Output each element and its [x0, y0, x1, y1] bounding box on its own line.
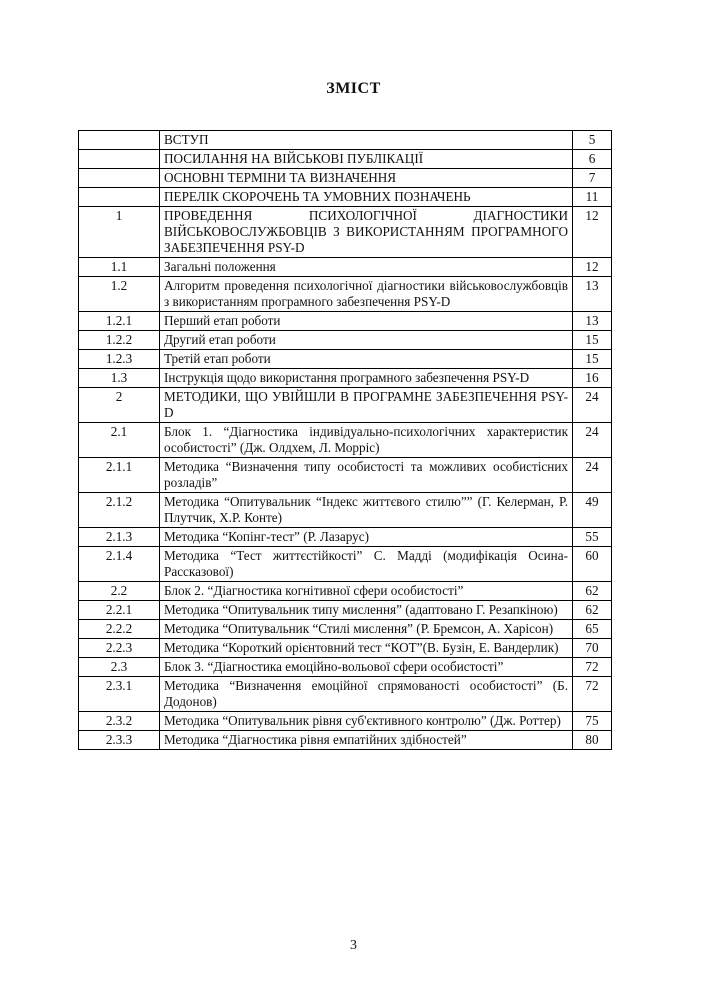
table-row [79, 712, 612, 731]
toc-entry-title: Методика “Опитувальник рівня суб'єктивного контролю” (Дж. Роттер) [160, 712, 573, 731]
toc-page-number: 70 [573, 639, 612, 658]
toc-entry-title: МЕТОДИКИ, ЩО УВІЙШЛИ В ПРОГРАМНЕ ЗАБЕЗПЕЧЕННЯ PSY-D [160, 388, 573, 423]
table-row [79, 131, 612, 150]
toc-entry-title: Інструкція щодо використання програмного забезпечення PSY-D [160, 369, 573, 388]
toc-entry-title: Загальні положення [160, 258, 573, 277]
toc-entry-title: Методика “Тест життєстійкості” С. Мадді (модифікація Осина-Рассказової) [160, 547, 573, 582]
page-number: 3 [350, 938, 357, 953]
toc-page-number: 62 [573, 601, 612, 620]
toc-page-number: 75 [573, 712, 612, 731]
toc-page-number: 55 [573, 528, 612, 547]
toc-page-number: 24 [573, 388, 612, 423]
toc-entry-title: Методика “Короткий орієнтовний тест “КОТ”(В. Бузін, Е. Вандерлик) [160, 639, 573, 658]
toc-entry-title: Методика “Визначення типу особистості та можливих особистісних розладів” [160, 458, 573, 493]
toc-section-number: 1.1 [79, 258, 160, 277]
toc-section-number: 1.2.1 [79, 312, 160, 331]
toc-page-number: 72 [573, 658, 612, 677]
toc-section-number: 2 [79, 388, 160, 423]
table-row [79, 369, 612, 388]
table-row [79, 312, 612, 331]
toc-entry-title: Методика “Копінг-тест” (Р. Лазарус) [160, 528, 573, 547]
toc-section-number: 2.1.1 [79, 458, 160, 493]
toc-page-number: 49 [573, 493, 612, 528]
toc-section-number: 2.3.1 [79, 677, 160, 712]
toc-section-number: 1.2.2 [79, 331, 160, 350]
toc-page-number: 60 [573, 547, 612, 582]
table-row [79, 188, 612, 207]
table-row [79, 458, 612, 493]
toc-section-number: 1 [79, 207, 160, 258]
toc-entry-title: Алгоритм проведення психологічної діагностики військовослужбовців з використанням програмного забезпечення PSY-D [160, 277, 573, 312]
toc-entry-title: Методика “Опитувальник “Індекс життєвого стилю”” (Г. Келерман, Р. Плутчик, Х.Р. Конте) [160, 493, 573, 528]
toc-entry-title: ВСТУП [160, 131, 573, 150]
toc-section-number: 2.3.3 [79, 731, 160, 750]
table-row [79, 639, 612, 658]
toc-entry-title: Третій етап роботи [160, 350, 573, 369]
toc-section-number: 1.2.3 [79, 350, 160, 369]
toc-section-number: 1.2 [79, 277, 160, 312]
toc-page-number: 15 [573, 331, 612, 350]
table-row [79, 658, 612, 677]
toc-section-number: 1.3 [79, 369, 160, 388]
toc-page-number: 11 [573, 188, 612, 207]
toc-section-number [79, 150, 160, 169]
toc-section-number: 2.3.2 [79, 712, 160, 731]
table-row [79, 331, 612, 350]
toc-entry-title: ПЕРЕЛІК СКОРОЧЕНЬ ТА УМОВНИХ ПОЗНАЧЕНЬ [160, 188, 573, 207]
table-of-contents [78, 130, 612, 750]
toc-section-number: 2.1 [79, 423, 160, 458]
toc-page-number: 24 [573, 423, 612, 458]
toc-entry-title: Другий етап роботи [160, 331, 573, 350]
table-row [79, 150, 612, 169]
table-row [79, 207, 612, 258]
toc-entry-title: Блок 1. “Діагностика індивідуально-психологічних характеристик особистості” (Дж. Олдхем, Л. Морріс) [160, 423, 573, 458]
toc-section-number: 2.3 [79, 658, 160, 677]
table-row [79, 582, 612, 601]
table-row [79, 620, 612, 639]
toc-page-number: 24 [573, 458, 612, 493]
toc-page-number: 62 [573, 582, 612, 601]
table-row [79, 547, 612, 582]
toc-page-number: 7 [573, 169, 612, 188]
toc-section-number [79, 169, 160, 188]
toc-section-number: 2.2.2 [79, 620, 160, 639]
toc-entry-title: Блок 3. “Діагностика емоційно-вольової сфери особистості” [160, 658, 573, 677]
toc-page-number: 72 [573, 677, 612, 712]
toc-section-number: 2.1.3 [79, 528, 160, 547]
toc-page-number: 13 [573, 277, 612, 312]
toc-page-number: 5 [573, 131, 612, 150]
toc-section-number: 2.1.2 [79, 493, 160, 528]
toc-page-number: 65 [573, 620, 612, 639]
toc-entry-title: ПОСИЛАННЯ НА ВІЙСЬКОВІ ПУБЛІКАЦІЇ [160, 150, 573, 169]
toc-entry-title: Методика “Визначення емоційної спрямованості особистості” (Б. Додонов) [160, 677, 573, 712]
toc-entry-title: Методика “Опитувальник типу мислення” (адаптовано Г. Резапкіною) [160, 601, 573, 620]
table-row [79, 528, 612, 547]
toc-page-number: 6 [573, 150, 612, 169]
toc-page-number: 80 [573, 731, 612, 750]
table-row [79, 169, 612, 188]
toc-page-number: 13 [573, 312, 612, 331]
table-row [79, 493, 612, 528]
toc-section-number: 2.2.3 [79, 639, 160, 658]
toc-page-number: 15 [573, 350, 612, 369]
table-row [79, 423, 612, 458]
toc-entry-title: ОСНОВНІ ТЕРМІНИ ТА ВИЗНАЧЕННЯ [160, 169, 573, 188]
toc-section-number: 2.2.1 [79, 601, 160, 620]
table-row [79, 677, 612, 712]
toc-entry-title: Методика “Опитувальник “Стилі мислення” (Р. Бремсон, А. Харісон) [160, 620, 573, 639]
toc-section-number: 2.2 [79, 582, 160, 601]
toc-page-number: 16 [573, 369, 612, 388]
toc-page-number: 12 [573, 258, 612, 277]
toc-entry-title: ПРОВЕДЕННЯ ПСИХОЛОГІЧНОЇ ДІАГНОСТИКИ ВІЙСЬКОВОСЛУЖБОВЦІВ З ВИКОРИСТАННЯМ ПРОГРАМНОГО ЗАБЕЗПЕЧЕННЯ PSY-D [160, 207, 573, 258]
table-row [79, 277, 612, 312]
toc-page-number: 12 [573, 207, 612, 258]
toc-body [79, 131, 612, 750]
page-title: ЗМІСТ [326, 80, 381, 97]
toc-entry-title: Блок 2. “Діагностика когнітивної сфери особистості” [160, 582, 573, 601]
table-row [79, 388, 612, 423]
table-row [79, 258, 612, 277]
toc-section-number [79, 131, 160, 150]
toc-entry-title: Методика “Діагностика рівня емпатійних здібностей” [160, 731, 573, 750]
table-row [79, 350, 612, 369]
toc-section-number: 2.1.4 [79, 547, 160, 582]
table-row [79, 731, 612, 750]
table-row [79, 601, 612, 620]
toc-section-number [79, 188, 160, 207]
toc-entry-title: Перший етап роботи [160, 312, 573, 331]
